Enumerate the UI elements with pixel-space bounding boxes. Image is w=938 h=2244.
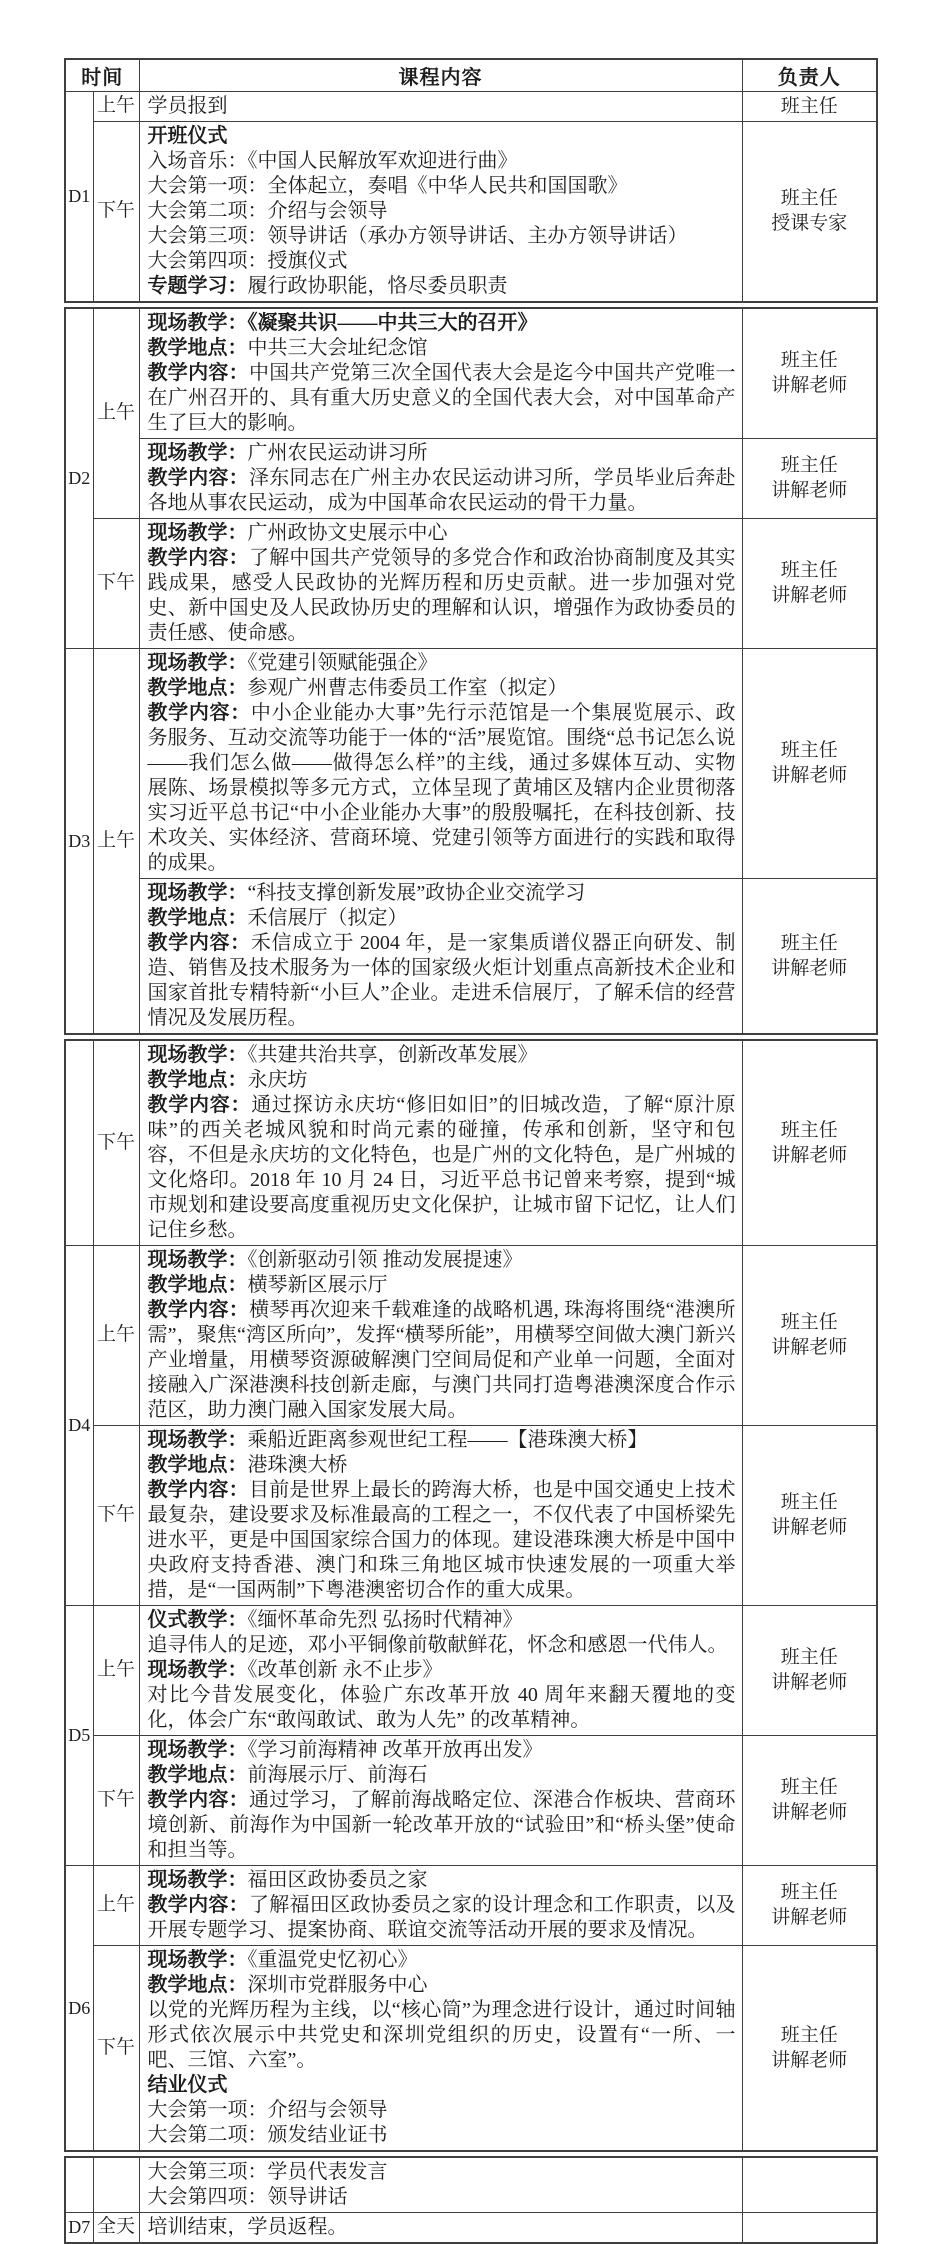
content-line: 教学内容：通过学习，了解前海战略定位、深港合作板块、营商环境创新、前海作为中国新一轮改革开放的“试验田”和“桥头堡”使命和担当等。 (147, 1788, 736, 1861)
time-cell: 上午 (93, 1865, 139, 1945)
owner-cell (742, 878, 877, 1034)
owner-line: 授课专家 (771, 213, 848, 234)
schedule-table-section-3 (64, 1039, 878, 2152)
content-line: 对比今昔发展变化，体验广东改革开放 40 周年来翻天覆地的变化，体会广东“敢闯敢试、敢为人先” 的改革精神。 (147, 1683, 736, 1731)
content-line: 追寻伟人的足迹，邓小平铜像前敬献鲜花，怀念和感恩一代伟人。 (147, 1633, 728, 1656)
content-line: 大会第四项：授旗仪式 (147, 249, 348, 272)
owner-line: 讲解老师 (771, 765, 848, 786)
content-line: 现场教学：《凝聚共识——中共三大的召开》 (147, 311, 538, 334)
content-cell (139, 1040, 742, 1246)
owner-cell (742, 1425, 877, 1605)
schedule-table-section-2 (64, 307, 878, 1035)
day-cell: D5 (65, 1605, 93, 1865)
content-line: 专题学习：履行政协职能，恪尽委员职责 (147, 274, 508, 297)
schedule-row (65, 648, 877, 878)
content-line: 现场教学：广州农民运动讲习所 (147, 441, 428, 464)
schedule-row (65, 1865, 877, 1945)
time-cell: 下午 (93, 1040, 139, 1246)
content-line: 培训结束，学员返程。 (147, 2215, 348, 2238)
content-line: 现场教学：《共建共治共享，创新改革发展》 (147, 1043, 538, 1066)
owner-cell (742, 1245, 877, 1425)
owner-cell (742, 648, 877, 878)
owner-cell (742, 1605, 877, 1735)
schedule-row (65, 308, 877, 439)
content-line: 教学地点：参观广州曹志伟委员工作室（拟定） (147, 676, 568, 699)
owner-cell (742, 438, 877, 518)
content-line: 现场教学：福田区政协委员之家 (147, 1868, 428, 1891)
content-line: 大会第三项：领导讲话（承办方领导讲话、主办方领导讲话） (147, 224, 688, 247)
time-cell: 上午 (93, 308, 139, 519)
schedule-row (65, 1735, 877, 1865)
content-line: 仪式教学：《缅怀革命先烈 弘扬时代精神》 (147, 1608, 523, 1631)
time-cell: 上午 (93, 648, 139, 1034)
owner-cell (742, 121, 877, 302)
content-cell (139, 1605, 742, 1735)
owner-cell (742, 91, 877, 121)
owner-line: 班主任 (780, 2024, 838, 2046)
time-cell: 下午 (93, 1945, 139, 2151)
content-line: 教学地点：前海展示厅、前海石 (147, 1763, 428, 1786)
content-cell (139, 1945, 742, 2151)
owner-line: 讲解老师 (771, 1144, 848, 1166)
header-time-cell: 时间 (65, 59, 139, 91)
content-line: 大会第一项：全体起立，奏唱《中华人民共和国国歌》 (147, 174, 628, 197)
content-line: 教学地点：横琴新区展示厅 (147, 1273, 388, 1296)
header-row (65, 59, 877, 91)
day-cell (65, 1040, 93, 1246)
day-cell: D7 (65, 2212, 93, 2243)
content-line: 教学内容：目前是世界上最长的跨海大桥，也是中国交通史上技术最复杂，建设要求及标准最高的工程之一，不仅代表了中国桥梁先进水平，更是中国国家综合国力的体现。建设港珠澳大桥是中国中央政府支持香港、澳门和珠三角地区城市快速发展的一项重大举措，是“一国两制”下粤港澳密切合作的重大成果。 (147, 1478, 736, 1601)
time-cell: 下午 (93, 1735, 139, 1865)
content-line: 现场教学：《学习前海精神 改革开放再出发》 (147, 1738, 543, 1761)
time-cell: 全天 (93, 2212, 139, 2243)
owner-line: 讲解老师 (771, 1802, 848, 1823)
owner-line: 讲解老师 (771, 585, 848, 606)
content-line: 教学地点：深圳市党群服务中心 (147, 1973, 428, 1996)
header-owner-cell: 负责人 (742, 59, 877, 91)
owner-cell (742, 1865, 877, 1945)
content-line: 大会第二项：颁发结业证书 (147, 2123, 388, 2146)
content-cell (139, 121, 742, 302)
day-cell: D6 (65, 1865, 93, 2151)
time-cell: 下午 (93, 121, 139, 302)
day-cell: D2 (65, 308, 93, 649)
owner-line: 班主任 (780, 455, 838, 476)
content-line: 入场音乐：《中国人民解放军欢迎进行曲》 (147, 149, 518, 172)
content-line: 教学地点：中共三大会址纪念馆 (147, 336, 428, 359)
owner-line: 班主任 (780, 1882, 838, 1903)
content-line: 现场教学：广州政协文史展示中心 (147, 521, 448, 544)
day-cell (65, 2157, 93, 2213)
content-line: 现场教学：“科技支撑创新发展”政协企业交流学习 (147, 881, 586, 904)
owner-line: 班主任 (780, 1312, 838, 1333)
content-line: 大会第四项：领导讲话 (147, 2185, 348, 2208)
content-line: 现场教学：《党建引领赋能强企》 (147, 651, 438, 674)
time-cell: 下午 (93, 518, 139, 648)
schedule-row (65, 121, 877, 302)
content-cell (139, 648, 742, 878)
content-cell (139, 1735, 742, 1865)
owner-cell (742, 518, 877, 648)
owner-cell (742, 2212, 877, 2243)
owner-line: 讲解老师 (771, 1907, 848, 1928)
schedule (64, 58, 938, 2244)
owner-cell (742, 308, 877, 439)
content-line: 以党的光辉历程为主线，以“核心筒”为理念进行设计，通过时间轴形式依次展示中共党史和深圳党组织的历史，设置有“一所、一吧、三馆、六室”。 (147, 1998, 736, 2071)
content-line: 教学地点：禾信展厅（拟定） (147, 906, 408, 929)
schedule-row (65, 1945, 877, 2151)
content-line: 学员报到 (147, 94, 228, 117)
content-line: 教学内容：禾信成立于 2004 年，是一家集质谱仪器正向研发、制造、销售及技术服务为一体的国家级火炬计划重点高新技术企业和国家首批专精特新“小巨人”企业。走进禾信展厅，了解禾信的经营情况及发展历程。 (147, 931, 736, 1029)
owner-line: 班主任 (780, 1119, 838, 1141)
content-line: 现场教学：《改革创新 永不止步》 (147, 1658, 443, 1681)
owner-line: 班主任 (780, 1777, 838, 1798)
owner-line: 讲解老师 (771, 2049, 848, 2071)
content-cell (139, 518, 742, 648)
owner-line: 班主任 (780, 560, 838, 581)
schedule-row (65, 2157, 877, 2213)
content-line: 现场教学：《重温党史忆初心》 (147, 1948, 418, 1971)
time-cell: 上午 (93, 1605, 139, 1735)
content-cell (139, 878, 742, 1034)
content-line: 大会第一项：介绍与会领导 (147, 2098, 388, 2121)
owner-line: 班主任 (780, 95, 838, 117)
content-cell (139, 91, 742, 121)
header-content-cell: 课程内容 (139, 59, 742, 91)
schedule-row (65, 1040, 877, 1246)
schedule-table-section-1 (64, 58, 878, 303)
schedule-row (65, 1245, 877, 1425)
schedule-row (65, 518, 877, 648)
content-line: 大会第三项：学员代表发言 (147, 2160, 388, 2183)
time-cell (93, 2157, 139, 2213)
content-line: 教学内容：横琴再次迎来千载难逢的战略机遇, 珠海将围绕“港澳所需”，聚焦“湾区所向”，发挥“横琴所能”，用横琴空间做大澳门新兴产业增量，用横琴资源破解澳门空间局促和产业单一问题，全面对接融入广深港澳科技创新走廊，与澳门共同打造粤港澳深度合作示范区，助力澳门融入国家发展大局。 (147, 1298, 736, 1421)
day-cell: D3 (65, 648, 93, 1034)
content-line: 大会第二项：介绍与会领导 (147, 199, 388, 222)
content-line: 教学内容：中小企业能办大事”先行示范馆是一个集展览展示、政务服务、互动交流等功能于一体的“活”展览馆。围绕“总书记怎么说——我们怎么做——做得怎么样”的主线，通过多媒体互动、实物展陈、场景模拟等多元方式，立体呈现了黄埔区及辖内企业贯彻落实习近平总书记“中小企业能办大事”的殷殷嘱托，在科技创新、技术攻关、实体经济、营商环境、党建引领等方面进行的实践和取得的成果。 (147, 701, 736, 874)
schedule-row (65, 878, 877, 1034)
owner-line: 讲解老师 (771, 1517, 848, 1538)
time-cell: 上午 (93, 1245, 139, 1425)
content-line: 教学地点：港珠澳大桥 (147, 1453, 348, 1476)
owner-line: 班主任 (780, 1647, 838, 1668)
content-line: 教学内容：泽东同志在广州主办农民运动讲习所，学员毕业后奔赴各地从事农民运动，成为中国革命农民运动的骨干力量。 (147, 466, 736, 514)
owner-line: 班主任 (780, 740, 838, 761)
owner-line: 讲解老师 (771, 957, 848, 979)
content-line: 教学地点：永庆坊 (147, 1068, 308, 1091)
owner-line: 班主任 (780, 932, 838, 954)
schedule-row (65, 438, 877, 518)
content-line: 教学内容：了解中国共产党领导的多党合作和政治协商制度及其实践成果，感受人民政协的光辉历程和历史贡献。进一步加强对党史、新中国史及人民政协历史的理解和认识，增强作为政协委员的责任感、使命感。 (147, 546, 736, 644)
content-cell (139, 1425, 742, 1605)
owner-line: 讲解老师 (771, 480, 848, 501)
owner-line: 班主任 (780, 188, 838, 209)
owner-line: 讲解老师 (771, 375, 848, 396)
owner-cell (742, 1735, 877, 1865)
owner-cell (742, 1945, 877, 2151)
content-cell (139, 438, 742, 518)
owner-line: 讲解老师 (771, 1337, 848, 1358)
schedule-row (65, 2212, 877, 2243)
content-line: 教学内容：了解福田区政协委员之家的设计理念和工作职责，以及开展专题学习、提案协商、联谊交流等活动开展的要求及情况。 (147, 1893, 736, 1941)
content-line: 现场教学：乘船近距离参观世纪工程——【港珠澳大桥】 (147, 1428, 648, 1451)
content-cell (139, 1245, 742, 1425)
schedule-row (65, 1425, 877, 1605)
owner-line: 班主任 (780, 350, 838, 371)
content-line: 结业仪式 (147, 2073, 228, 2096)
owner-line: 讲解老师 (771, 1672, 848, 1693)
content-cell (139, 2212, 742, 2243)
time-cell: 下午 (93, 1425, 139, 1605)
content-line: 教学内容：中国共产党第三次全国代表大会是迄今中国共产党唯一在广州召开的、具有重大历史意义的全国代表大会，对中国革命产生了巨大的影响。 (147, 361, 736, 434)
time-cell: 上午 (93, 91, 139, 121)
content-cell (139, 1865, 742, 1945)
owner-cell (742, 2157, 877, 2213)
schedule-row (65, 1605, 877, 1735)
content-cell (139, 308, 742, 439)
content-line: 教学内容：通过探访永庆坊“修旧如旧”的旧城改造，了解“原汁原味”的西关老城风貌和时尚元素的碰撞，传承和创新，坚守和包容，不但是永庆坊的文化特色，也是广州的文化特色，是广州城的文化烙印。2018 年 10 月 24 日，习近平总书记曾来考察，提到“城市规划和建设要高度重视历史文化保护，让城市留下记忆，让人们记住乡愁。 (147, 1093, 736, 1241)
content-line: 现场教学：《创新驱动引领 推动发展提速》 (147, 1248, 523, 1271)
content-line: 开班仪式 (147, 124, 228, 147)
day-cell: D1 (65, 91, 93, 302)
owner-line: 班主任 (780, 1492, 838, 1513)
owner-cell (742, 1040, 877, 1246)
content-cell (139, 2157, 742, 2213)
schedule-row (65, 91, 877, 121)
day-cell: D4 (65, 1245, 93, 1605)
